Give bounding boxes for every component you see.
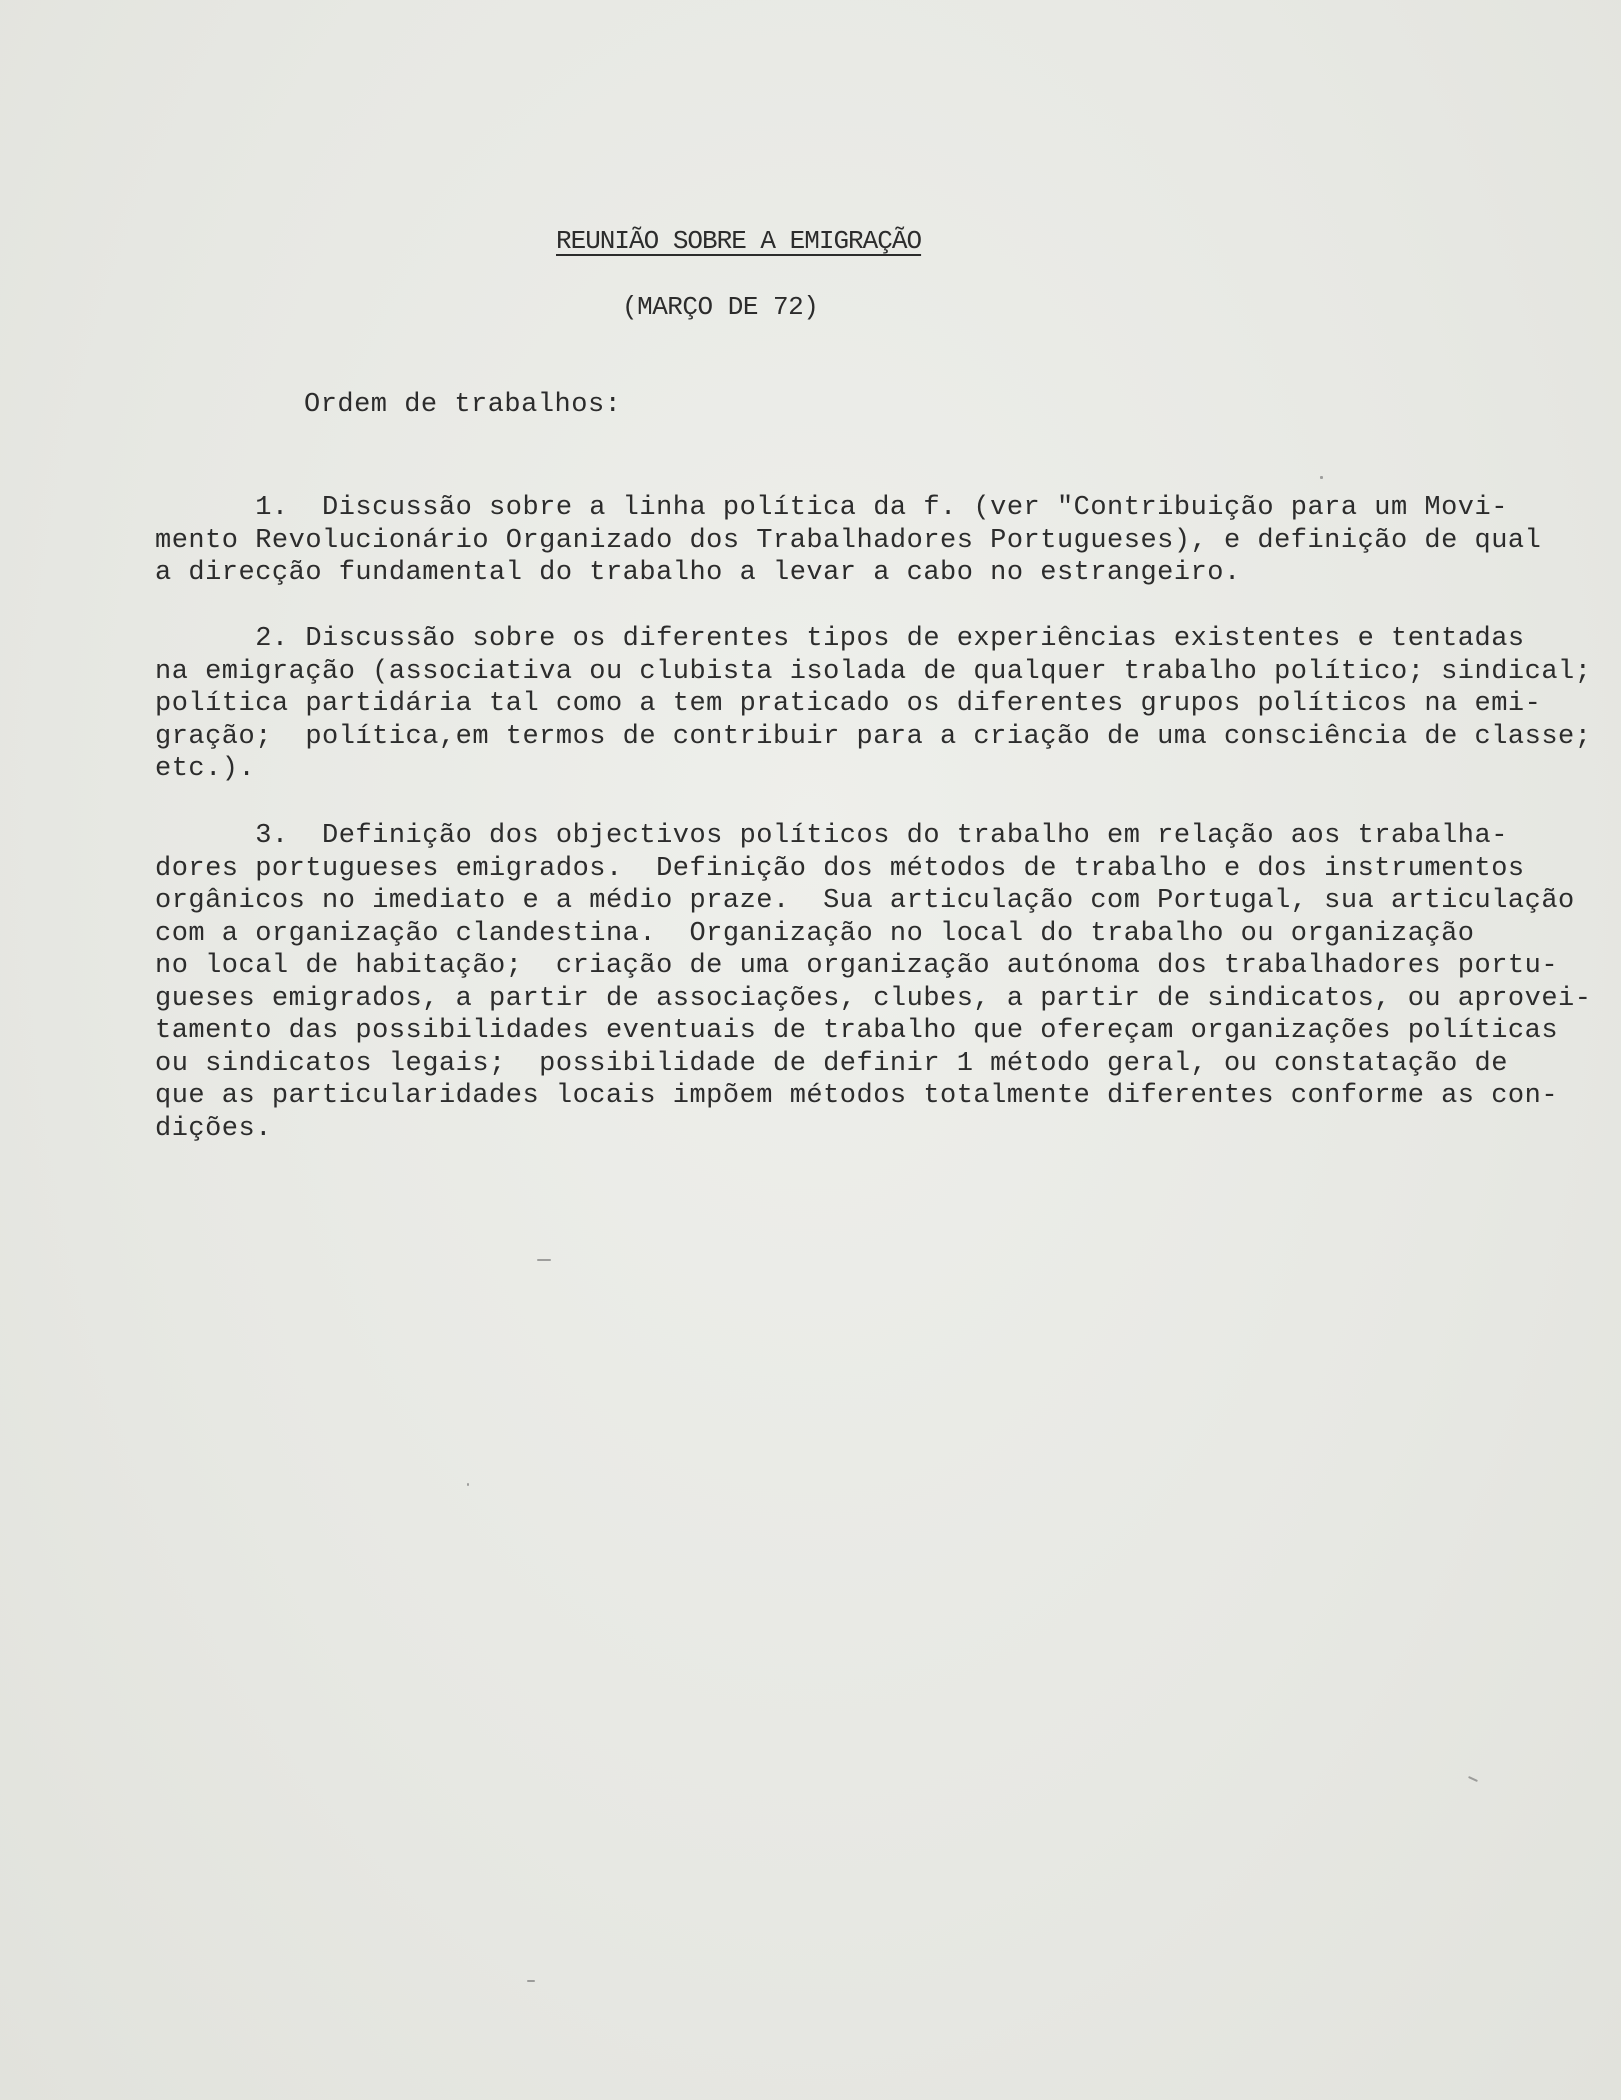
text-line: política partidária tal como a tem praticado os diferentes grupos políticos na emi- [155,689,1542,719]
agenda-label: Ordem de trabalhos: [304,390,622,420]
agenda-item-1 [155,492,1565,590]
text-line: gração; política,em termos de contribuir para a criação de uma consciência de classe; [155,721,1592,752]
text-line: 3. Definição dos objectivos políticos do trabalho em relação aos trabalha- [155,821,1508,851]
text-line: dições. [155,1113,272,1144]
text-line: a direcção fundamental do trabalho a levar a cabo no estrangeiro. [155,558,1241,588]
text-line: orgânicos no imediato e a médio praze. Sua articulação com Portugal, sua articulação [155,886,1575,916]
text-line: dores portugueses emigrados. Definição dos métodos de trabalho e dos instrumentos [155,853,1525,884]
paper-speck [537,1259,551,1261]
text-line: no local de habitação; criação de uma organização autónoma dos trabalhadores portu- [155,951,1559,981]
paper-speck [1468,1776,1478,1782]
text-line: etc.). [155,754,256,784]
text-line: 2. Discussão sobre os diferentes tipos de experiências existentes e tentadas [155,624,1525,654]
text-line: com a organização clandestina. Organização no local do trabalho ou organização [155,918,1475,949]
document-title: REUNIÃO SOBRE A EMIGRAÇÃO [556,226,922,256]
agenda-item-2 [155,623,1592,786]
text-line: tamento das possibilidades eventuais de trabalho que ofereçam organizações políticas [155,1016,1559,1046]
agenda-item-3 [155,820,1592,1145]
text-line: na emigração (associativa ou clubista isolada de qualquer trabalho político; sindical; [155,656,1592,687]
text-line: ou sindicatos legais; possibilidade de definir 1 método geral, ou constatação de [155,1048,1508,1079]
text-line: gueses emigrados, a partir de associações, clubes, a partir de sindicatos, ou aprovei- [155,983,1592,1014]
paper-speck [527,1980,535,1982]
text-line: 1. Discussão sobre a linha política da f. (ver "Contribuição para um Movi- [155,493,1508,523]
paper-speck [467,1483,469,1486]
text-line: que as particularidades locais impõem métodos totalmente diferentes conforme as con- [155,1081,1559,1111]
text-line: mento Revolucionário Organizado dos Trabalhadores Portugueses), e definição de qual [155,525,1542,556]
paper-speck [1320,476,1323,479]
document-subtitle: (MARÇO DE 72) [622,292,819,322]
